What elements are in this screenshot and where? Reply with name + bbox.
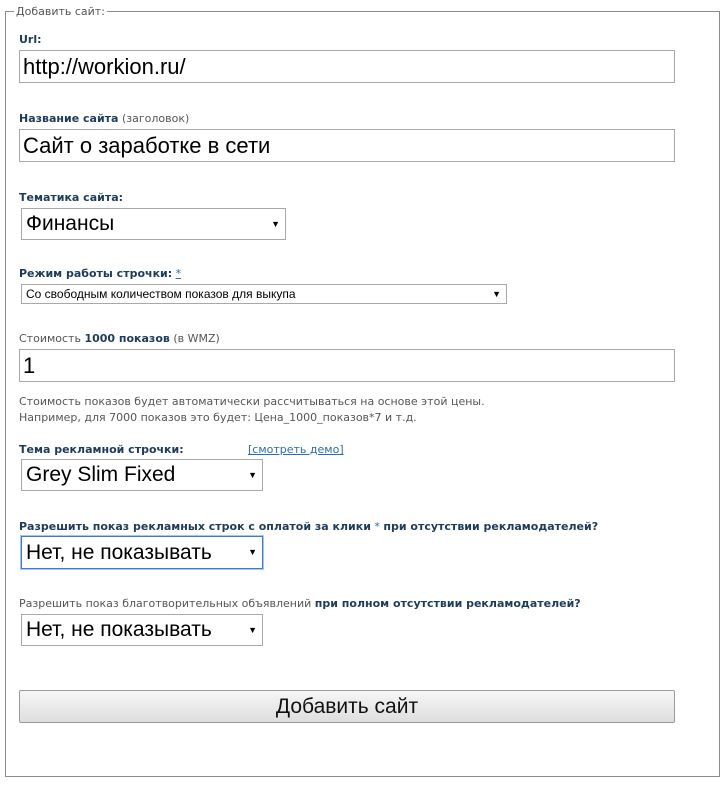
add-site-button[interactable]: Добавить сайт: [19, 690, 675, 723]
cost-label: Стоимость 1000 показов (в WMZ): [19, 332, 220, 345]
charity-label: Разрешить показ благотворительных объявлений при полном отсутствии рекламодателей?: [19, 597, 581, 610]
cost-input[interactable]: 1: [19, 349, 675, 382]
paid-clicks-select[interactable]: Нет, не показывать ▼: [21, 536, 263, 569]
site-name-input[interactable]: Сайт о заработке в сети: [19, 129, 675, 162]
chevron-down-icon: ▼: [248, 625, 257, 635]
mode-select[interactable]: Со свободным количеством показов для выкупа ▼: [21, 284, 507, 304]
fieldset-legend: Добавить сайт:: [16, 5, 105, 18]
chevron-down-icon: ▼: [271, 219, 280, 229]
theme-label: Тема рекламной строчки:: [19, 443, 184, 456]
demo-link[interactable]: [смотреть демо]: [248, 443, 344, 456]
mode-label: Режим работы строчки: *: [19, 267, 182, 280]
theme-select[interactable]: Grey Slim Fixed ▼: [21, 459, 263, 491]
cost-note-line1: Стоимость показов будет автоматически рассчитываться на основе этой цены.: [19, 395, 485, 408]
chevron-down-icon: ▼: [248, 547, 257, 557]
paid-clicks-label: Разрешить показ рекламных строк с оплатой за клики * при отсутствии рекламодателей?: [19, 520, 599, 533]
url-input[interactable]: http://workion.ru/: [19, 50, 675, 83]
charity-select[interactable]: Нет, не показывать ▼: [21, 614, 263, 646]
site-name-label: Название сайта (заголовок): [19, 112, 190, 125]
chevron-down-icon: ▼: [248, 470, 257, 480]
cost-note-line2: Например, для 7000 показов это будет: Цена_1000_показов*7 и т.д.: [19, 411, 417, 424]
chevron-down-icon: ▼: [492, 289, 501, 299]
topic-select[interactable]: Финансы ▼: [21, 208, 286, 240]
topic-label: Тематика сайта:: [19, 191, 124, 204]
url-label: Url:: [19, 33, 42, 46]
